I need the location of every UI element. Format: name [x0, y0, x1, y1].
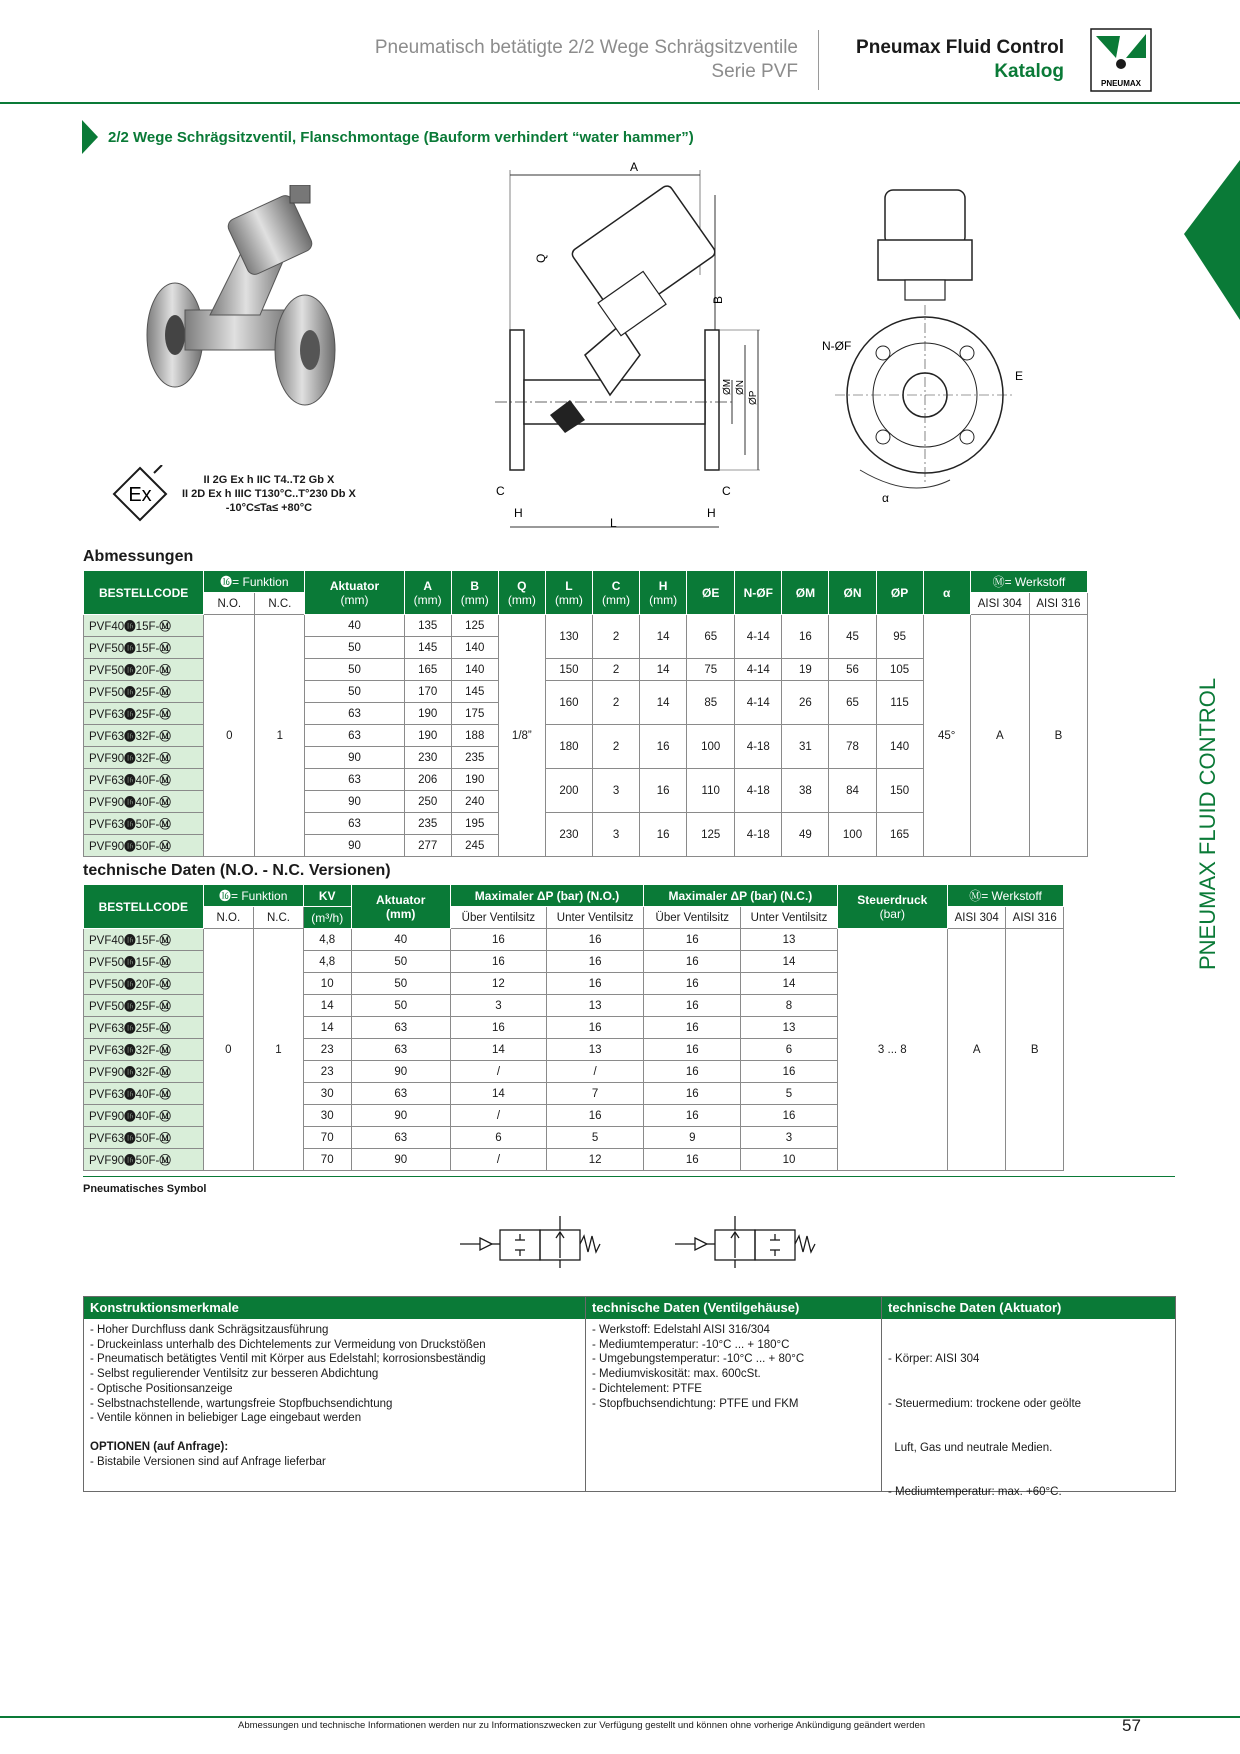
tech-h-code: BESTELLCODE: [84, 885, 204, 929]
order-code: PVF90⓰32F-Ⓜ: [84, 747, 204, 769]
function-no: 0: [204, 615, 255, 857]
options-line: - Bistabile Versionen sind auf Anfrage lieferbar: [90, 1455, 326, 1468]
dim-h-value: 14: [640, 681, 687, 725]
dim-a-value: 230: [404, 747, 451, 769]
nc-under-seat: 10: [741, 1149, 837, 1171]
nc-under-seat: 16: [741, 1105, 837, 1127]
dim-om-value: 31: [782, 725, 829, 769]
kv-value: 14: [303, 1017, 351, 1039]
features-construction: [84, 1297, 586, 1491]
order-code: PVF63⓰32F-Ⓜ: [84, 1039, 204, 1061]
dim-op-value: 95: [876, 615, 923, 659]
dim-oe-value: 75: [687, 659, 735, 681]
footer-rule: [0, 1716, 1240, 1718]
tech-h-aisi316: AISI 316: [1006, 907, 1064, 929]
actuator-size: 63: [305, 813, 404, 835]
feature-line: - Stopfbuchsendichtung: PTFE und FKM: [592, 1397, 799, 1410]
dim-c-value: 3: [592, 769, 639, 813]
order-code: PVF40⓰15F-Ⓜ: [84, 929, 204, 951]
dim-h-value: 16: [640, 769, 687, 813]
dim-h-function: ⓰= Funktion: [204, 571, 305, 593]
tech-table: [83, 884, 1064, 1171]
dim-h-value: 16: [640, 813, 687, 857]
feature-line: - Dichtelement: PTFE: [592, 1382, 702, 1395]
dim-on: ØN: [735, 380, 746, 395]
dim-op-value: 115: [876, 681, 923, 725]
dim-b-value: 195: [451, 813, 498, 835]
actuator-size: 50: [305, 659, 404, 681]
actuator-size: 90: [351, 1105, 450, 1127]
dim-h2: H: [707, 506, 716, 520]
no-under-seat: 13: [547, 1039, 644, 1061]
no-over-seat: 12: [450, 973, 546, 995]
tech-h-nc-over: Über Ventilsitz: [644, 907, 741, 929]
atex-line1: II 2G Ex h IIC T4..T2 Gb X: [203, 474, 335, 486]
dim-a-value: 277: [404, 835, 451, 857]
dim-h-aisi304: AISI 304: [970, 593, 1029, 615]
order-code: PVF40⓰15F-Ⓜ: [84, 615, 204, 637]
no-under-seat: 7: [547, 1083, 644, 1105]
dim-h-material: Ⓜ= Werkstoff: [970, 571, 1087, 593]
actuator-size: 63: [351, 1039, 450, 1061]
header-brand: [856, 36, 1064, 84]
dim-op: ØP: [748, 390, 759, 405]
dim-c-value: 2: [592, 659, 639, 681]
dim-on-value: 100: [829, 813, 876, 857]
feature-line: - Optische Positionsanzeige: [90, 1382, 233, 1395]
brand-name: Pneumax Fluid Control: [856, 37, 1064, 58]
kv-value: 70: [303, 1149, 351, 1171]
tech-h-max-nc: Maximaler ΔP (bar) (N.C.): [644, 885, 837, 907]
features-valve-body-title: technische Daten (Ventilgehäuse): [586, 1297, 881, 1319]
dim-om-value: 49: [782, 813, 829, 857]
dim-q: Q: [534, 253, 548, 263]
nc-over-seat: 16: [644, 951, 741, 973]
actuator-size: 63: [351, 1017, 450, 1039]
kv-value: 30: [303, 1105, 351, 1127]
nc-under-seat: 14: [741, 951, 837, 973]
dim-header-row1: [84, 571, 1088, 593]
dim-b-value: 245: [451, 835, 498, 857]
kv-value: 4,8: [303, 951, 351, 973]
pneumatic-symbols: [460, 1210, 840, 1270]
dim-alpha: α: [882, 491, 889, 505]
dim-h1: H: [514, 506, 523, 520]
order-code: PVF90⓰50F-Ⓜ: [84, 835, 204, 857]
dim-c-value: 2: [592, 681, 639, 725]
function-nc: 1: [255, 615, 305, 857]
feature-line: - Druckeinlass unterhalb des Dichtelements zur Vermeidung von Druckstößen: [90, 1338, 486, 1351]
dim-op-value: 165: [876, 813, 923, 857]
no-over-seat: 6: [450, 1127, 546, 1149]
atex-line3: -10°C≤Ta≤ +80°C: [225, 502, 313, 514]
dim-nof: N-ØF: [822, 339, 852, 353]
dim-oe-value: 85: [687, 681, 735, 725]
header-subtitle-line2: Serie PVF: [711, 61, 798, 82]
symbol-no-valve: [460, 1216, 600, 1268]
dim-h-no: N.O.: [204, 593, 255, 615]
dim-nof-value: 4-14: [735, 615, 782, 659]
nc-under-seat: 6: [741, 1039, 837, 1061]
actuator-size: 40: [305, 615, 404, 637]
arrow-icon: [82, 120, 98, 154]
control-pressure: 3 ... 8: [837, 929, 947, 1171]
no-under-seat: 16: [547, 929, 644, 951]
actuator-size: 50: [351, 973, 450, 995]
tech-h-kv-unit: (m³/h): [303, 907, 351, 929]
order-code: PVF50⓰25F-Ⓜ: [84, 995, 204, 1017]
dim-nof-value: 4-14: [735, 681, 782, 725]
dim-h-on: ØN: [829, 571, 876, 615]
actuator-size: 50: [351, 995, 450, 1017]
symbol-nc-valve: [675, 1216, 815, 1268]
dim-om-value: 38: [782, 769, 829, 813]
dim-nof-value: 4-18: [735, 813, 782, 857]
nc-over-seat: 16: [644, 929, 741, 951]
nc-over-seat: 16: [644, 1061, 741, 1083]
svg-text:Ex: Ex: [128, 484, 152, 506]
no-over-seat: 16: [450, 929, 546, 951]
tech-h-kv: KV: [303, 885, 351, 907]
dim-nof-value: 4-14: [735, 659, 782, 681]
nc-over-seat: 16: [644, 1039, 741, 1061]
dimensions-title: Abmessungen: [83, 548, 194, 565]
dim-a-value: 165: [404, 659, 451, 681]
order-code: PVF63⓰40F-Ⓜ: [84, 1083, 204, 1105]
nc-under-seat: 5: [741, 1083, 837, 1105]
dim-b-value: 140: [451, 637, 498, 659]
nc-under-seat: 3: [741, 1127, 837, 1149]
actuator-size: 50: [351, 951, 450, 973]
feature-line: - Hoher Durchfluss dank Schrägsitzausführung: [90, 1324, 329, 1336]
tech-h-control: Steuerdruck (bar): [837, 885, 947, 929]
dim-h-nof: N-ØF: [735, 571, 782, 615]
dim-om: ØM: [722, 378, 733, 395]
order-code: PVF63⓰25F-Ⓜ: [84, 703, 204, 725]
order-code: PVF63⓰50F-Ⓜ: [84, 1127, 204, 1149]
actuator-size: 50: [305, 681, 404, 703]
dim-oe-value: 125: [687, 813, 735, 857]
actuator-size: 90: [305, 835, 404, 857]
dim-h-value: 14: [640, 615, 687, 659]
dim-h-value: 14: [640, 659, 687, 681]
no-over-seat: /: [450, 1061, 546, 1083]
dim-a-value: 190: [404, 703, 451, 725]
dim-h-h: H (mm): [640, 571, 687, 615]
nc-over-seat: 16: [644, 973, 741, 995]
dim-h-actuator: Aktuator (mm): [305, 571, 404, 615]
features-box: [83, 1296, 1176, 1498]
dim-a-value: 235: [404, 813, 451, 835]
nc-over-seat: 16: [644, 995, 741, 1017]
dim-b: B: [711, 295, 725, 304]
dim-on-value: 56: [829, 659, 876, 681]
atex-ex-icon: [110, 465, 170, 523]
nc-under-seat: 16: [741, 1061, 837, 1083]
dim-l-value: 150: [545, 659, 592, 681]
dim-l-value: 230: [545, 813, 592, 857]
order-code: PVF90⓰40F-Ⓜ: [84, 1105, 204, 1127]
material-aisi316: B: [1006, 929, 1064, 1171]
logo-text: PNEUMAX: [1100, 79, 1142, 88]
dim-on-value: 84: [829, 769, 876, 813]
order-code: PVF90⓰32F-Ⓜ: [84, 1061, 204, 1083]
footer-note: Abmessungen und technische Informationen werden nur zu Informationszwecken zur Verfügung gestellt und können ohne vorherige Ankündigung geändert werden: [238, 1720, 926, 1731]
dim-op-value: 105: [876, 659, 923, 681]
symbol-rule: [83, 1176, 1175, 1177]
dim-h-a: A (mm): [404, 571, 451, 615]
tech-h-material: Ⓜ= Werkstoff: [947, 885, 1063, 907]
actuator-size: 63: [305, 703, 404, 725]
dim-b-value: 125: [451, 615, 498, 637]
nc-over-seat: 16: [644, 1083, 741, 1105]
kv-value: 30: [303, 1083, 351, 1105]
dim-h-value: 16: [640, 725, 687, 769]
features-construction-title: Konstruktionsmerkmale: [84, 1297, 585, 1319]
dim-oe-value: 65: [687, 615, 735, 659]
dim-e: E: [1015, 369, 1024, 383]
dim-l-value: 160: [545, 681, 592, 725]
order-code: PVF63⓰40F-Ⓜ: [84, 769, 204, 791]
dim-om-value: 19: [782, 659, 829, 681]
page-number: 57: [1122, 1716, 1141, 1735]
no-over-seat: 14: [450, 1083, 546, 1105]
kv-value: 70: [303, 1127, 351, 1149]
dim-h-op: ØP: [876, 571, 923, 615]
dim-h-c: C (mm): [592, 571, 639, 615]
dim-h-nc: N.C.: [255, 593, 305, 615]
dim-c2: C: [722, 484, 731, 498]
no-under-seat: 16: [547, 973, 644, 995]
dim-a-value: 206: [404, 769, 451, 791]
dim-om-value: 16: [782, 615, 829, 659]
no-over-seat: /: [450, 1105, 546, 1127]
order-code: PVF90⓰40F-Ⓜ: [84, 791, 204, 813]
options-title: OPTIONEN (auf Anfrage):: [90, 1440, 229, 1453]
feature-line: - Mediumtemperatur: -10°C ... + 180°C: [592, 1338, 790, 1351]
table-row: [84, 615, 1088, 637]
feature-line: - Steuermedium: trockene oder geölte: [888, 1397, 1082, 1410]
material-aisi304: A: [970, 615, 1029, 857]
feature-line: - Selbst regulierender Ventilsitz zur besseren Abdichtung: [90, 1368, 379, 1381]
dim-c-value: 2: [592, 615, 639, 659]
feature-line: - Körper: AISI 304: [888, 1353, 980, 1366]
tech-h-aisi304: AISI 304: [947, 907, 1005, 929]
front-view-drawing: [820, 180, 1050, 520]
nc-under-seat: 13: [741, 1017, 837, 1039]
dim-l: L: [610, 516, 617, 530]
table-row: [84, 929, 1064, 951]
feature-line: - Werkstoff: Edelstahl AISI 316/304: [592, 1324, 770, 1336]
order-code: PVF63⓰25F-Ⓜ: [84, 1017, 204, 1039]
dim-h-b: B (mm): [451, 571, 498, 615]
actuator-size: 63: [351, 1127, 450, 1149]
dim-b-value: 235: [451, 747, 498, 769]
header-separator: [818, 30, 819, 90]
catalog-label: Katalog: [994, 61, 1064, 82]
dim-on-value: 65: [829, 681, 876, 725]
dim-c-value: 2: [592, 725, 639, 769]
kv-value: 4,8: [303, 929, 351, 951]
dim-alpha-value: 45°: [923, 615, 970, 857]
no-over-seat: 3: [450, 995, 546, 1017]
nc-under-seat: 8: [741, 995, 837, 1017]
dim-l-value: 180: [545, 725, 592, 769]
dim-a-value: 145: [404, 637, 451, 659]
sidebar-tab: [1184, 160, 1240, 320]
nc-over-seat: 16: [644, 1149, 741, 1171]
nc-over-seat: 16: [644, 1017, 741, 1039]
dim-h-om: ØM: [782, 571, 829, 615]
tech-h-actuator: Aktuator (mm): [351, 885, 450, 929]
material-aisi316: B: [1029, 615, 1087, 857]
feature-line: - Mediumtemperatur: max. +60°C.: [888, 1485, 1062, 1498]
function-no: 0: [203, 929, 254, 1171]
dim-b-value: 190: [451, 769, 498, 791]
order-code: PVF50⓰20F-Ⓜ: [84, 659, 204, 681]
header-rule: [0, 102, 1240, 104]
dim-c1: C: [496, 484, 505, 498]
actuator-size: 50: [305, 637, 404, 659]
actuator-size: 90: [351, 1149, 450, 1171]
actuator-size: 90: [305, 791, 404, 813]
dim-a-value: 190: [404, 725, 451, 747]
actuator-size: 90: [351, 1061, 450, 1083]
actuator-size: 63: [305, 725, 404, 747]
dim-h-code: BESTELLCODE: [84, 571, 204, 615]
no-over-seat: 16: [450, 951, 546, 973]
dim-om-value: 26: [782, 681, 829, 725]
atex-block: [110, 465, 356, 523]
dim-h-aisi316: AISI 316: [1029, 593, 1087, 615]
sidebar-label: [1187, 650, 1227, 980]
pneumax-logo: [1090, 28, 1152, 92]
header-subtitle: [375, 36, 798, 84]
dim-op-value: 150: [876, 769, 923, 813]
order-code: PVF63⓰50F-Ⓜ: [84, 813, 204, 835]
no-over-seat: /: [450, 1149, 546, 1171]
actuator-size: 63: [351, 1083, 450, 1105]
header-subtitle-line1: Pneumatisch betätigte 2/2 Wege Schrägsitzventile: [374, 37, 798, 58]
dim-a-value: 250: [404, 791, 451, 813]
tech-h-nc-under: Unter Ventilsitz: [741, 907, 837, 929]
dim-l-value: 130: [545, 615, 592, 659]
side-view-drawing: [490, 155, 820, 535]
dim-op-value: 140: [876, 725, 923, 769]
section-title: [82, 120, 694, 154]
no-under-seat: 12: [547, 1149, 644, 1171]
actuator-size: 40: [351, 929, 450, 951]
feature-line: - Ventile können in beliebiger Lage eingebaut werden: [90, 1412, 362, 1425]
feature-line: - Pneumatisch betätigtes Ventil mit Körper aus Edelstahl; korrosionsbeständig: [90, 1353, 486, 1366]
tech-h-no-over: Über Ventilsitz: [450, 907, 546, 929]
order-code: PVF50⓰15F-Ⓜ: [84, 951, 204, 973]
no-under-seat: /: [547, 1061, 644, 1083]
dim-b-value: 240: [451, 791, 498, 813]
dim-oe-value: 100: [687, 725, 735, 769]
nc-over-seat: 9: [644, 1127, 741, 1149]
feature-line: Luft, Gas und neutrale Medien.: [888, 1441, 1053, 1454]
nc-under-seat: 14: [741, 973, 837, 995]
dim-l-value: 200: [545, 769, 592, 813]
features-actuator-title: technische Daten (Aktuator): [882, 1297, 1175, 1319]
dim-c-value: 3: [592, 813, 639, 857]
dim-a: A: [630, 160, 639, 174]
features-actuator: [882, 1297, 1175, 1498]
actuator-size: 63: [305, 769, 404, 791]
material-aisi304: A: [947, 929, 1005, 1171]
dim-nof-value: 4-18: [735, 769, 782, 813]
dim-on-value: 45: [829, 615, 876, 659]
kv-value: 10: [303, 973, 351, 995]
tech-h-function: ⓰= Funktion: [203, 885, 303, 907]
no-under-seat: 5: [547, 1127, 644, 1149]
dim-nof-value: 4-18: [735, 725, 782, 769]
tech-title: technische Daten (N.O. - N.C. Versionen): [83, 862, 391, 879]
feature-line: - Mediumviskosität: max. 600cSt.: [592, 1368, 761, 1381]
dim-a-value: 170: [404, 681, 451, 703]
feature-line: - Umgebungstemperatur: -10°C ... + 80°C: [592, 1353, 805, 1366]
no-under-seat: 16: [547, 1105, 644, 1127]
dimensions-table: [83, 570, 1088, 857]
symbol-title: Pneumatisches Symbol: [83, 1183, 207, 1195]
dim-b-value: 145: [451, 681, 498, 703]
order-code: PVF50⓰15F-Ⓜ: [84, 637, 204, 659]
dim-oe-value: 110: [687, 769, 735, 813]
atex-text: [182, 473, 356, 515]
dim-b-value: 140: [451, 659, 498, 681]
no-over-seat: 16: [450, 1017, 546, 1039]
order-code: PVF50⓰25F-Ⓜ: [84, 681, 204, 703]
kv-value: 23: [303, 1039, 351, 1061]
tech-header-row1: [84, 885, 1064, 907]
no-under-seat: 16: [547, 1017, 644, 1039]
order-code: PVF63⓰32F-Ⓜ: [84, 725, 204, 747]
tech-h-no-under: Unter Ventilsitz: [547, 907, 644, 929]
tech-h-no: N.O.: [203, 907, 254, 929]
nc-over-seat: 16: [644, 1105, 741, 1127]
kv-value: 14: [303, 995, 351, 1017]
no-under-seat: 13: [547, 995, 644, 1017]
kv-value: 23: [303, 1061, 351, 1083]
feature-line: - Selbstnachstellende, wartungsfreie Stopfbuchsendichtung: [90, 1397, 393, 1410]
order-code: PVF50⓰20F-Ⓜ: [84, 973, 204, 995]
order-code: PVF90⓰50F-Ⓜ: [84, 1149, 204, 1171]
tech-h-nc: N.C.: [254, 907, 304, 929]
no-under-seat: 16: [547, 951, 644, 973]
section-title-text: 2/2 Wege Schrägsitzventil, Flanschmontage (Bauform verhindert “water hammer”): [108, 128, 694, 146]
dim-h-q: Q (mm): [498, 571, 545, 615]
dim-h-l: L (mm): [545, 571, 592, 615]
atex-line2: II 2D Ex h IIIC T130°C..T°230 Db X: [182, 488, 356, 500]
dim-a-value: 135: [404, 615, 451, 637]
no-over-seat: 14: [450, 1039, 546, 1061]
actuator-size: 90: [305, 747, 404, 769]
dim-q-value: 1/8”: [498, 615, 545, 857]
dim-on-value: 78: [829, 725, 876, 769]
function-nc: 1: [254, 929, 304, 1171]
tech-h-max-no: Maximaler ΔP (bar) (N.O.): [450, 885, 643, 907]
sidebar-text: PNEUMAX FLUID CONTROL: [1195, 677, 1220, 970]
dim-h-alpha: α: [923, 571, 970, 615]
nc-under-seat: 13: [741, 929, 837, 951]
valve-photo: [140, 185, 340, 435]
dim-b-value: 175: [451, 703, 498, 725]
features-valve-body: [586, 1297, 882, 1491]
dim-h-oe: ØE: [687, 571, 735, 615]
dim-b-value: 188: [451, 725, 498, 747]
